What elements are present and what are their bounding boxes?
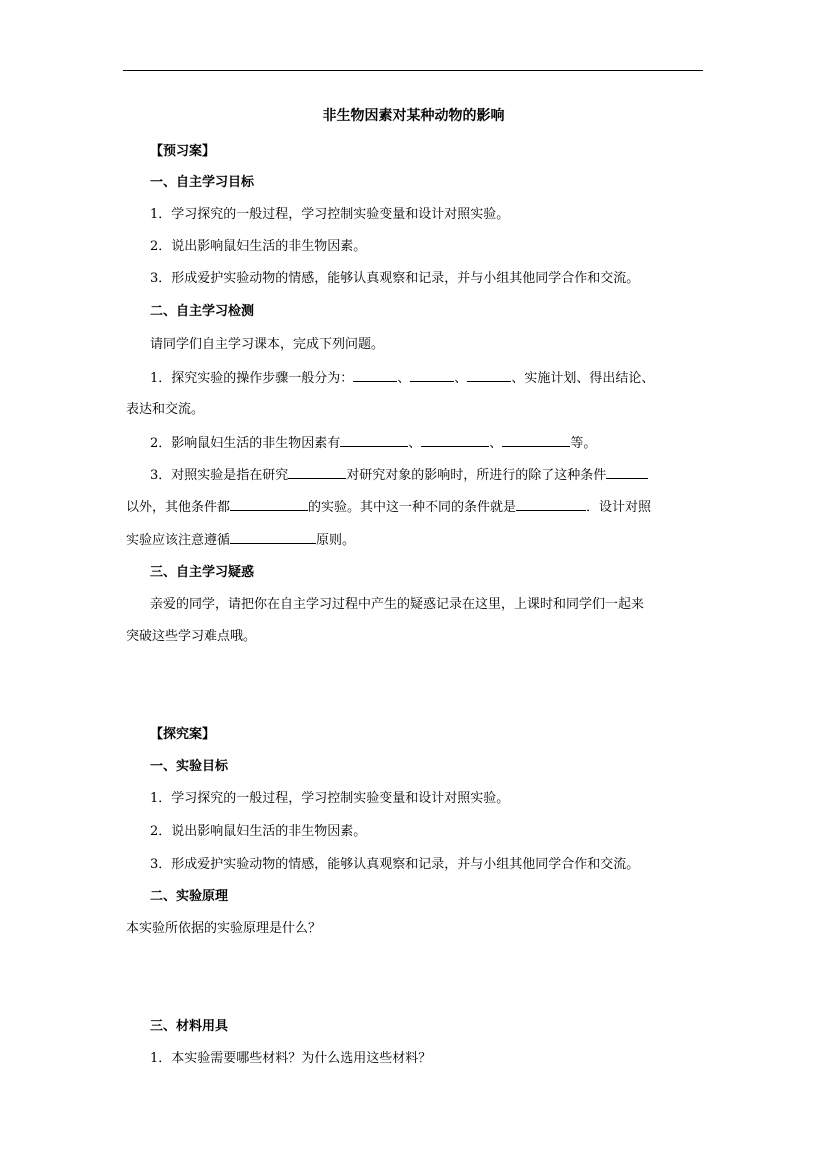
question-3-line-3 (126, 531, 355, 550)
explore-s1-item: 2．说出影响鼠妇生活的非生物因素。 (150, 824, 367, 839)
question-3-text: 对研究对象的影响时，所进行的除了这种条件 (346, 468, 607, 483)
answer-blank[interactable] (230, 498, 308, 511)
question-1-text: 1．探究实验的操作步骤一般分为： (150, 371, 354, 386)
answer-blank[interactable] (410, 369, 454, 382)
explore-s3-heading: 三、材料用具 (150, 1019, 229, 1034)
answer-blank[interactable] (230, 531, 316, 544)
question-3-text: 实验应该注意遵循 (126, 533, 231, 548)
preview-s2-heading: 二、自主学习检测 (150, 304, 255, 319)
preview-s1-item: 1．学习探究的一般过程，学习控制实验变量和设计对照实验。 (150, 207, 510, 222)
question-3-text: 原则。 (316, 533, 356, 548)
question-3-text: 以外，其他条件都 (126, 500, 231, 515)
separator: 、 (454, 371, 468, 386)
question-1 (150, 369, 654, 388)
preview-s1-item: 2．说出影响鼠妇生活的非生物因素。 (150, 239, 367, 254)
answer-blank[interactable] (340, 434, 408, 447)
question-3-line-2 (126, 498, 651, 517)
question-3 (150, 466, 648, 485)
question-1-text-end: 、实施计划、得出结论、 (511, 371, 655, 386)
question-1-continued: 表达和交流。 (126, 402, 205, 417)
preview-heading: 【预习案】 (150, 144, 216, 159)
page-title: 非生物因素对某种动物的影响 (322, 108, 505, 124)
explore-s1-item: 1．学习探究的一般过程，学习控制实验变量和设计对照实验。 (150, 791, 510, 806)
explore-s2-heading: 二、实验原理 (150, 889, 229, 904)
answer-blank[interactable] (288, 466, 346, 479)
preview-s3-text: 亲爱的同学，请把你在自主学习过程中产生的疑惑记录在这里，上课时和同学们一起来 (150, 597, 645, 612)
separator: 、 (489, 436, 503, 451)
question-3-text: 的实验。其中这一种不同的条件就是 (308, 500, 517, 515)
answer-blank[interactable] (502, 434, 570, 447)
answer-blank[interactable] (353, 369, 397, 382)
answer-blank[interactable] (606, 466, 648, 479)
preview-s1-heading: 一、自主学习目标 (150, 175, 255, 190)
header-rule (123, 70, 703, 71)
explore-s1-heading: 一、实验目标 (150, 759, 229, 774)
preview-s2-intro: 请同学们自主学习课本，完成下列问题。 (150, 337, 385, 352)
explore-s1-item: 3．形成爱护实验动物的情感，能够认真观察和记录，并与小组其他同学合作和交流。 (150, 857, 640, 872)
separator: 、 (408, 436, 422, 451)
question-3-text: 3．对照实验是指在研究 (150, 468, 289, 483)
answer-blank[interactable] (421, 434, 489, 447)
answer-blank[interactable] (467, 369, 511, 382)
separator: 、 (397, 371, 411, 386)
preview-s3-heading: 三、自主学习疑惑 (150, 565, 255, 580)
explore-s2-question: 本实验所依据的实验原理是什么？ (126, 921, 322, 936)
question-2-text-end: 等。 (570, 436, 597, 451)
preview-s3-text: 突破这些学习难点哦。 (126, 629, 257, 644)
preview-s1-item: 3．形成爱护实验动物的情感，能够认真观察和记录，并与小组其他同学合作和交流。 (150, 271, 640, 286)
question-2 (150, 434, 596, 453)
question-2-text: 2．影响鼠妇生活的非生物因素有 (150, 436, 341, 451)
explore-s3-question: 1．本实验需要哪些材料？为什么选用这些材料？ (150, 1051, 432, 1066)
answer-blank[interactable] (516, 498, 586, 511)
question-3-text: ．设计对照 (586, 500, 652, 515)
explore-heading: 【探究案】 (150, 727, 216, 742)
